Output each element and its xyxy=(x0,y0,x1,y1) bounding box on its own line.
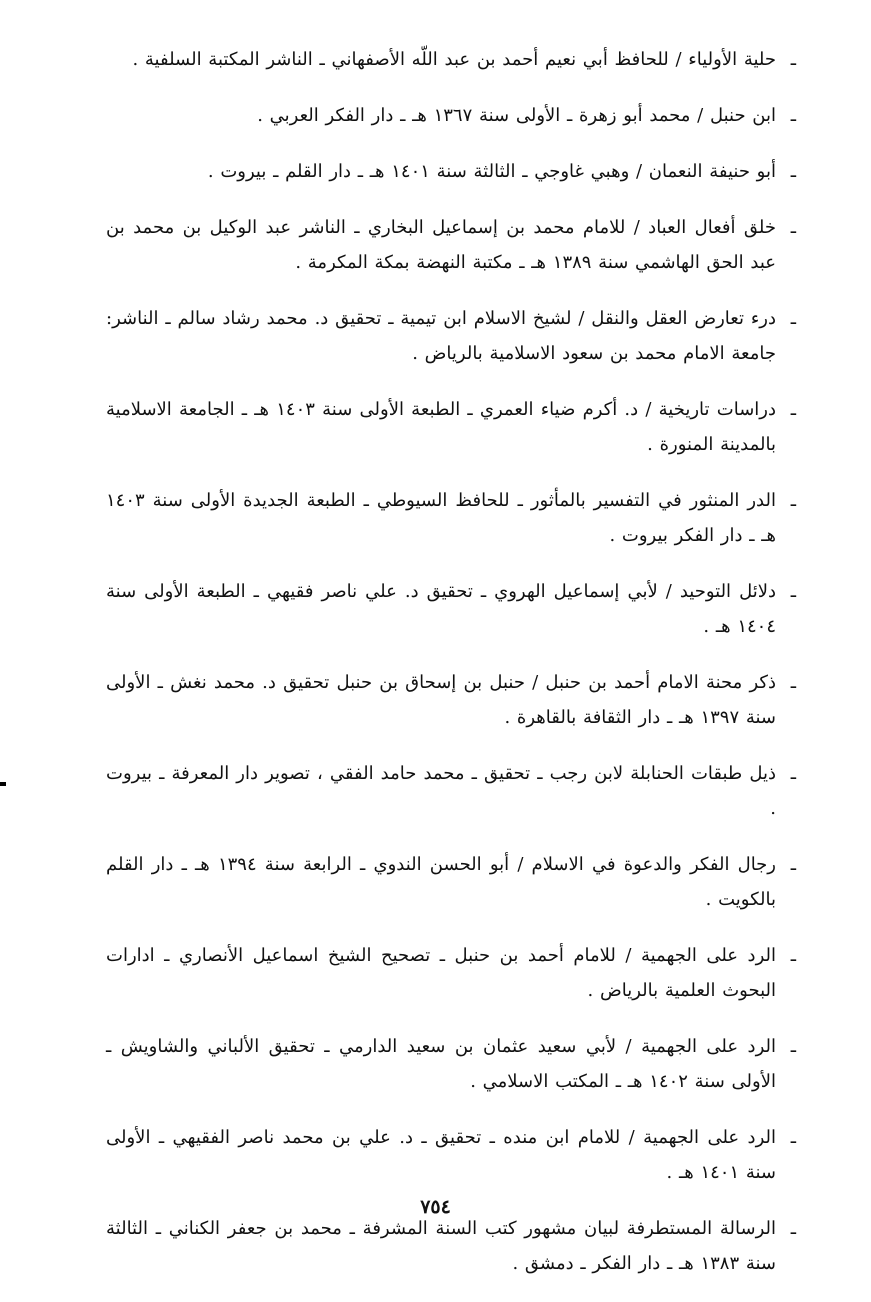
entry-dash: ـ xyxy=(790,854,796,875)
entry-dash: ـ xyxy=(790,490,796,511)
entry-dash: ـ xyxy=(790,1218,796,1239)
bibliography-entry xyxy=(106,210,796,280)
entry-text: الرد على الجهمية / للامام أحمد بن حنبل ـ تصحيح الشيخ اسماعيل الأنصاري ـ ادارات البحوث العلمية بالرياض . xyxy=(106,945,776,1001)
entry-dash: ـ xyxy=(790,161,796,182)
entry-text: الرسالة المستطرفة لبيان مشهور كتب السنة المشرفة ـ محمد بن جعفر الكناني ـ الثالثة سنة ١٣٨٣ هـ ـ دار الفكر ـ دمشق . xyxy=(106,1218,776,1274)
entry-text: دلائل التوحيد / لأبي إسماعيل الهروي ـ تحقيق د. علي ناصر فقيهي ـ الطبعة الأولى سنة ١٤٠٤ هـ . xyxy=(106,581,776,637)
entry-text: ابن حنبل / محمد أبو زهرة ـ الأولى سنة ١٣٦٧ هـ ـ دار الفكر العربي . xyxy=(257,105,776,126)
bibliography-entry xyxy=(106,574,796,644)
bibliography-entry xyxy=(106,483,796,553)
bibliography-entry xyxy=(106,938,796,1008)
entry-dash: ـ xyxy=(790,1036,796,1057)
bibliography-entry xyxy=(106,392,796,462)
entry-dash: ـ xyxy=(790,581,796,602)
bibliography-entry xyxy=(106,42,796,77)
bibliography-list xyxy=(106,42,796,1302)
bibliography-entry xyxy=(106,847,796,917)
entry-dash: ـ xyxy=(790,672,796,693)
scan-edge-mark xyxy=(0,782,6,786)
entry-text: ذيل طبقات الحنابلة لابن رجب ـ تحقيق ـ محمد حامد الفقي ، تصوير دار المعرفة ـ بيروت . xyxy=(106,763,776,819)
bibliography-entry xyxy=(106,665,796,735)
entry-dash: ـ xyxy=(790,399,796,420)
bibliography-entry xyxy=(106,1029,796,1099)
entry-dash: ـ xyxy=(790,945,796,966)
bibliography-entry xyxy=(106,756,796,826)
entry-text: ذكر محنة الامام أحمد بن حنبل / حنبل بن إسحاق بن حنبل تحقيق د. محمد نغش ـ الأولى سنة ١٣٩٧ هـ ـ دار الثقافة بالقاهرة . xyxy=(106,672,776,728)
entry-text: دراسات تاريخية / د. أكرم ضياء العمري ـ الطبعة الأولى سنة ١٤٠٣ هـ ـ الجامعة الاسلامية بالمدينة المنورة . xyxy=(106,399,776,455)
entry-dash: ـ xyxy=(790,308,796,329)
bibliography-entry xyxy=(106,1211,796,1281)
entry-text: حلية الأولياء / للحافظ أبي نعيم أحمد بن عبد اللّه الأصفهاني ـ الناشر المكتبة السلفية . xyxy=(132,49,776,70)
entry-text: الدر المنثور في التفسير بالمأثور ـ للحافظ السيوطي ـ الطبعة الجديدة الأولى سنة ١٤٠٣ هـ ـ دار الفكر بيروت . xyxy=(106,490,776,546)
entry-text: الرد على الجهمية / للامام ابن منده ـ تحقيق ـ د. علي بن محمد ناصر الفقيهي ـ الأولى سنة ١٤٠١ هـ . xyxy=(106,1127,776,1183)
bibliography-entry xyxy=(106,154,796,189)
entry-text: خلق أفعال العباد / للامام محمد بن إسماعيل البخاري ـ الناشر عبد الوكيل بن محمد بن عبد الحق الهاشمي سنة ١٣٨٩ هـ ـ مكتبة النهضة بمكة المكرمة . xyxy=(106,217,776,273)
entry-text: أبو حنيفة النعمان / وهبي غاوجي ـ الثالثة سنة ١٤٠١ هـ ـ دار القلم ـ بيروت . xyxy=(207,161,776,182)
entry-dash: ـ xyxy=(790,49,796,70)
entry-dash: ـ xyxy=(790,217,796,238)
bibliography-entry xyxy=(106,98,796,133)
bibliography-entry xyxy=(106,301,796,371)
entry-text: رجال الفكر والدعوة في الاسلام / أبو الحسن الندوي ـ الرابعة سنة ١٣٩٤ هـ ـ دار القلم بالكويت . xyxy=(106,854,776,910)
entry-text: درء تعارض العقل والنقل / لشيخ الاسلام ابن تيمية ـ تحقيق د. محمد رشاد سالم ـ الناشر: جامعة الامام محمد بن سعود الاسلامية بالرياض . xyxy=(106,308,776,364)
entry-dash: ـ xyxy=(790,763,796,784)
entry-text: الرد على الجهمية / لأبي سعيد عثمان بن سعيد الدارمي ـ تحقيق الألباني والشاويش ـ الأولى سنة ١٤٠٢ هـ ـ المكتب الاسلامي . xyxy=(106,1036,776,1092)
page-number: ٧٥٤ xyxy=(420,1196,451,1218)
entry-dash: ـ xyxy=(790,1127,796,1148)
entry-dash: ـ xyxy=(790,105,796,126)
bibliography-entry xyxy=(106,1120,796,1190)
